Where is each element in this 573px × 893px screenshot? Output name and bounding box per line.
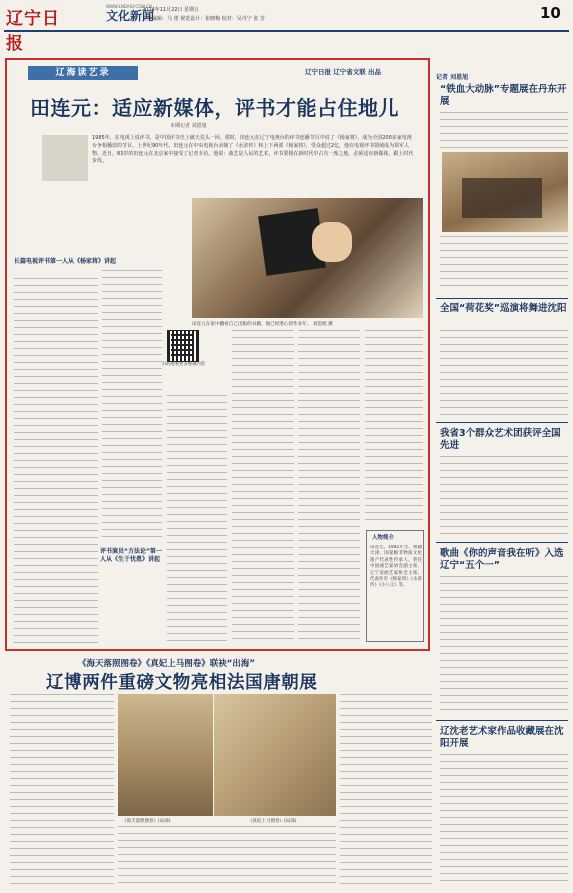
newspaper-logo-text: 辽宁日报 (6, 9, 60, 54)
right-story-5-headline[interactable]: 辽沈老艺术家作品收藏展在沈阳开展 (440, 726, 564, 749)
article-body-col2 (102, 270, 162, 540)
author-portrait-icon (42, 135, 88, 181)
right-story-1-body (440, 112, 568, 150)
article-body-col4 (232, 330, 294, 643)
painting-1-image[interactable] (118, 694, 213, 816)
right-divider-2 (436, 422, 568, 423)
profile-title: 人物简介 (372, 535, 395, 541)
right-divider-1 (436, 298, 568, 299)
main-headline[interactable]: 田连元：适应新媒体，评书才能占住地儿 (30, 96, 399, 120)
right-column-label: 记者 刘恩旭 (436, 74, 469, 81)
section-title: 文化新闻 (106, 9, 155, 23)
bottom-headline[interactable]: 辽博两件重磅文物亮相法国唐朝展 (46, 673, 318, 693)
painting-2-image[interactable] (214, 694, 336, 816)
exhibit-shape (462, 178, 542, 218)
bottom-body-col2 (118, 826, 336, 886)
right-story-4-body (440, 576, 568, 716)
issue-date: 2024年11月22日 星期五 (142, 7, 200, 13)
masthead-logo (6, 4, 66, 54)
right-story-3-headline[interactable]: 我省3个群众艺术团获评全国先进 (440, 428, 561, 451)
column-logo: 辽海读艺录 (28, 66, 138, 80)
qr-code-pattern (171, 334, 193, 356)
right-story-2-body (440, 330, 568, 418)
site-url: WWW.LNDAILY.COM.CN (106, 4, 152, 9)
right-story-1-body-2 (440, 236, 568, 292)
right-story-4-headline[interactable]: 歌曲《你的声音我在听》入选辽宁“五个一” (440, 548, 564, 571)
article-body-col5 (298, 330, 360, 643)
article-body-col6 (365, 330, 423, 520)
subhead-1: 长篇电视评书第一人从《杨家将》讲起 (14, 258, 117, 265)
right-story-1-headline[interactable]: “铁血大动脉”专题展在丹东开展 (440, 84, 567, 107)
hand-in-photo (312, 222, 352, 262)
article-intro: 1985年，在电视上说评书，是中国评书史上破天荒头一回。那时，田连元在辽宁电视台的评书连播节目中说了《杨家将》，成为全国200多家电视台争相播放的节目。上世纪90年代，田连元在中央电视台录制了《水浒传》和上下两部《杨家将》，受众超过2亿，他在电视评书领域成为领军人物。近日，83岁的田连元在北京家中接受了记者专访。他说：曲艺是人民的艺术，评书要想在新时代中占有一席之地，必须适应新媒体，跟上时代步伐。 (92, 135, 414, 165)
photo-caption: 田连元在家中翻看自己出版的书籍，他已经潜心创作多年。 刘恩旭 摄 (192, 322, 333, 327)
subhead-2: 评书演员“方法论”第一人从《生于忧患》讲起 (100, 548, 162, 563)
bottom-kicker: 《海天落照图卷》《真妃上马图卷》联袂“出海” (78, 659, 255, 669)
right-divider-4 (436, 720, 568, 721)
painting-1-caption: 《海天落照图卷》(局部) (122, 819, 171, 824)
column-tag: 辽宁日报 辽宁省文联 出品 (305, 68, 382, 76)
right-story-photo[interactable] (442, 152, 568, 232)
right-story-2-headline[interactable]: 全国“荷花奖”巡演将舞进沈阳 (440, 303, 567, 314)
qr-caption: 扫码观看更多视频内容 (162, 362, 205, 367)
article-body-col3 (167, 395, 227, 643)
article-body-col1-lines (14, 278, 98, 643)
editor-credits: 责任编辑：马 蕾 视觉设计：崔晓梅 校对：吴丹宁 张 芳 (142, 16, 265, 22)
right-divider-3 (436, 542, 568, 543)
right-story-3-body (440, 456, 568, 538)
bottom-body-col3 (340, 694, 432, 886)
bottom-body-col1 (10, 694, 114, 884)
right-story-5-body (440, 754, 568, 884)
main-byline: 本期记者 刘恩旭 (170, 123, 207, 129)
profile-text: 田连元，1941年生，祖籍天津，国家级非物质文化遗产代表性传承人。曾任中国曲艺家协会副主席、辽宁省曲艺家协会主席。代表作有《杨家将》《水浒传》《小八义》等。 (370, 545, 422, 589)
page-number: 10 (540, 4, 561, 22)
header-divider (4, 30, 569, 32)
painting-2-caption: 《真妃上马图卷》(局部) (248, 819, 297, 824)
